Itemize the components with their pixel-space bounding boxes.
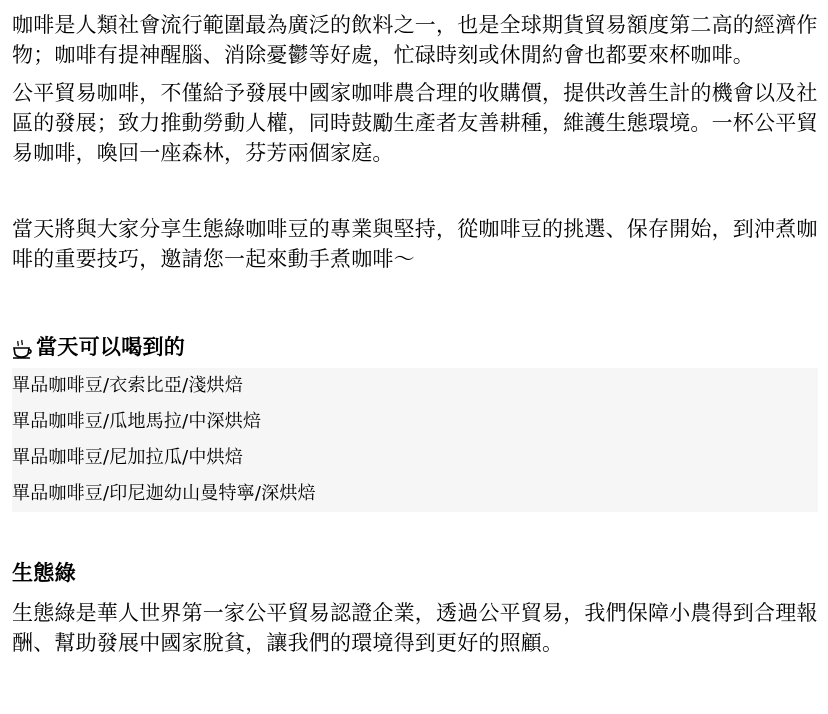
list-item: 單品咖啡豆/印尼迦幼山曼特寧/深烘焙 [12,476,818,512]
menu-heading-label: 當天可以喝到的 [36,335,186,359]
list-item: 單品咖啡豆/衣索比亞/淺烘焙 [12,368,818,404]
menu-list [12,368,818,512]
coffee-cup-icon [12,337,34,357]
menu-heading [12,332,818,362]
about-heading: 生態綠 [12,561,76,585]
list-item: 單品咖啡豆/瓜地馬拉/中深烘焙 [12,404,818,440]
about-paragraph: 生態綠是華人世界第一家公平貿易認證企業，透過公平貿易，我們保障小農得到合理報酬、幫助發展中國家脫貧，讓我們的環境得到更好的照顧。 [12,601,818,655]
fair-trade-paragraph: 公平貿易咖啡，不僅給予發展中國家咖啡農合理的收購價，提供改善生計的機會以及社區的發展；致力推動勞動人權，同時鼓勵生產者友善耕種，維護生態環境。一杯公平貿易咖啡，喚回一座森林，芬芳兩個家庭。 [12,81,818,165]
article [12,10,818,658]
intro-paragraph: 咖啡是人類社會流行範圍最為廣泛的飲料之一，也是全球期貨貿易額度第二高的經濟作物；咖啡有提神醒腦、消除憂鬱等好處，忙碌時刻或休閒約會也都要來杯咖啡。 [12,13,818,67]
list-item: 單品咖啡豆/尼加拉瓜/中烘焙 [12,440,818,476]
event-paragraph: 當天將與大家分享生態綠咖啡豆的專業與堅持，從咖啡豆的挑選、保存開始，到沖煮咖啡的重要技巧，邀請您一起來動手煮咖啡～ [12,217,818,271]
